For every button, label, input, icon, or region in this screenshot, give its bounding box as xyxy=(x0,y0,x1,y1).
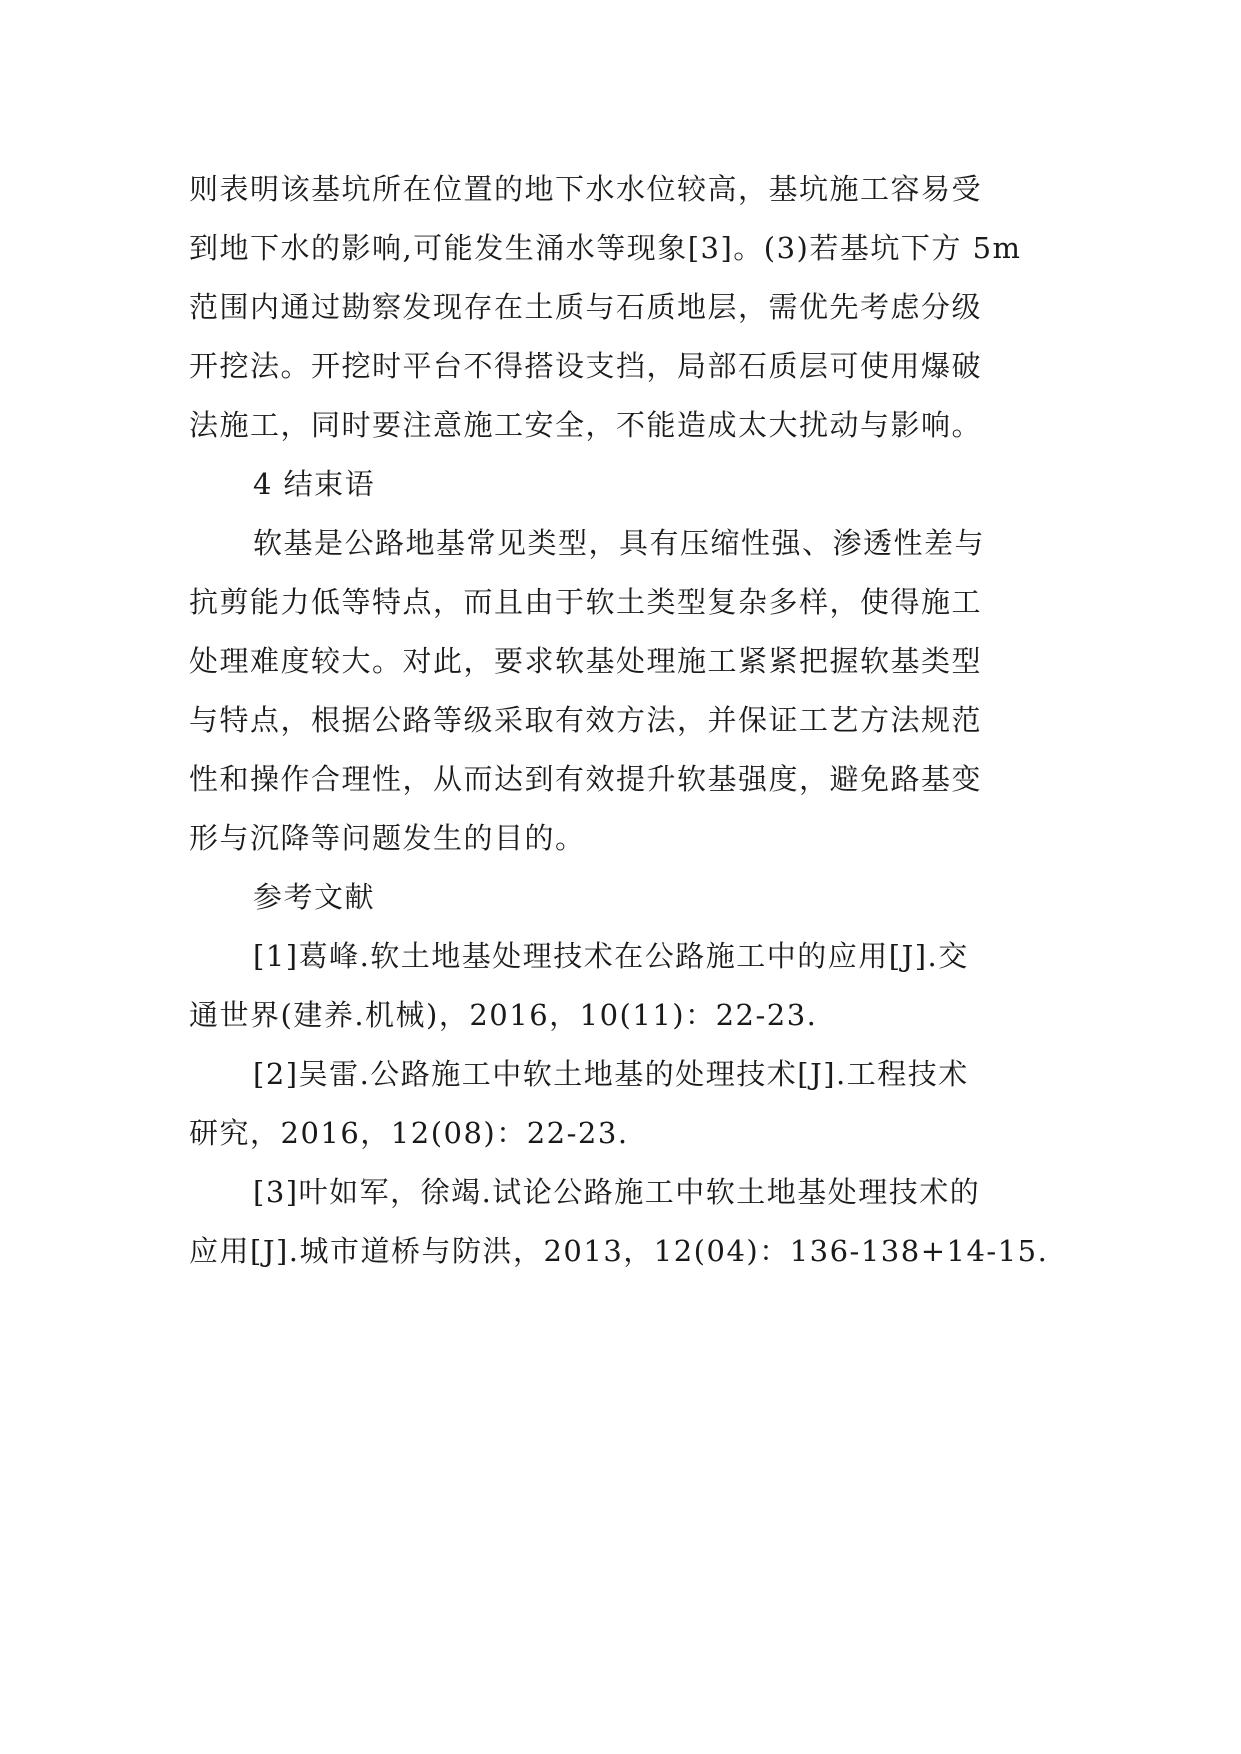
text-line: 与特点，根据公路等级采取有效方法，并保证工艺方法规范 xyxy=(189,703,983,737)
reference-line: 通世界(建养.机械)，2016，10(11)：22-23. xyxy=(189,998,818,1032)
text-line: 到地下水的影响,可能发生涌水等现象[3]。(3)若基坑下方 5m xyxy=(189,231,1022,265)
text-line: 范围内通过勘察发现存在土质与石质地层，需优先考虑分级 xyxy=(189,290,983,324)
reference-line: 研究，2016，12(08)：22-23. xyxy=(189,1116,629,1150)
text-line: 形与沉降等问题发生的目的。 xyxy=(189,821,586,855)
section-heading-conclusion: 4 结束语 xyxy=(253,467,376,501)
reference-line: [3]叶如军，徐竭.试论公路施工中软土地基处理技术的 xyxy=(253,1175,981,1209)
text-line: 软基是公路地基常见类型，具有压缩性强、渗透性差与 xyxy=(253,526,986,560)
text-line: 则表明该基坑所在位置的地下水水位较高，基坑施工容易受 xyxy=(189,172,983,206)
reference-line: [1]葛峰.软土地基处理技术在公路施工中的应用[J].交 xyxy=(253,939,969,973)
continued-paragraph xyxy=(189,160,1069,455)
references-list xyxy=(189,927,1069,1281)
reference-item xyxy=(189,927,1069,1045)
text-line: 性和操作合理性，从而达到有效提升软基强度，避免路基变 xyxy=(189,762,983,796)
reference-line: 应用[J].城市道桥与防洪，2013，12(04)：136-138+14-15. xyxy=(189,1234,1049,1268)
text-line: 处理难度较大。对此，要求软基处理施工紧紧把握软基类型 xyxy=(189,644,983,678)
text-line: 抗剪能力低等特点，而且由于软土类型复杂多样，使得施工 xyxy=(189,585,983,619)
conclusion-paragraph xyxy=(189,514,1069,868)
text-line: 法施工，同时要注意施工安全，不能造成太大扰动与影响。 xyxy=(189,408,983,442)
text-line: 开挖法。开挖时平台不得搭设支挡，局部石质层可使用爆破 xyxy=(189,349,983,383)
reference-item xyxy=(189,1045,1069,1163)
section-heading-references: 参考文献 xyxy=(253,880,376,914)
reference-item xyxy=(189,1163,1069,1281)
reference-line: [2]吴雷.公路施工中软土地基的处理技术[J].工程技术 xyxy=(253,1057,969,1091)
document-body xyxy=(189,160,1069,1281)
